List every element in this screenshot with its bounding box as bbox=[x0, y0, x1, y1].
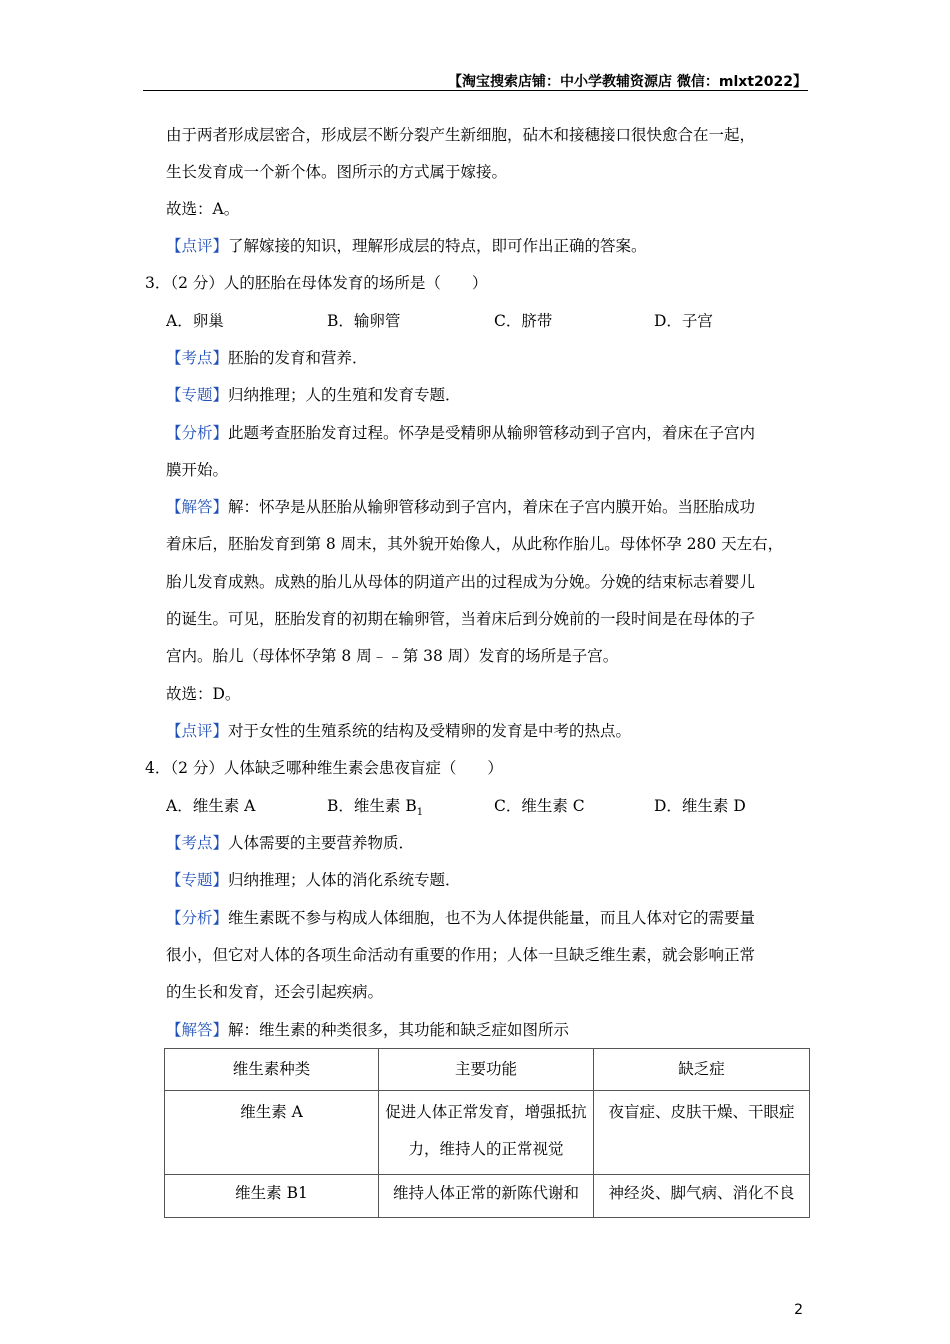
paragraph-line: 的诞生。可见，胚胎发育的初期在输卵管，当着床后到分娩前的一段时间是在母体的子 bbox=[166, 610, 756, 628]
question-3-stem: 3．（2 分）人的胚胎在母体发育的场所是（ ） bbox=[145, 274, 488, 292]
q4-option-b-subscript: 1 bbox=[416, 807, 424, 819]
paragraph-line: 很小，但它对人体的各项生命活动有重要的作用；人体一旦缺乏维生素，就会影响正常 bbox=[166, 946, 756, 964]
paragraph-line: 胎儿发育成熟。成熟的胎儿从母体的阴道产出的过程成为分娩。分娩的结束标志着婴儿 bbox=[166, 573, 756, 591]
q4-option-d: D．维生素 D bbox=[654, 797, 746, 815]
q4-option-c: C．维生素 C bbox=[494, 797, 585, 815]
vitamin-table bbox=[164, 1048, 810, 1218]
jieda-tag: 【解答】 bbox=[166, 498, 229, 516]
q3-option-b: B．输卵管 bbox=[327, 312, 401, 330]
q3-review bbox=[166, 721, 631, 741]
q4-kaodian bbox=[166, 833, 414, 853]
table-header-cell: 维生素种类 bbox=[165, 1049, 379, 1091]
zhuanti-text: 归纳推理；人的生殖和发育专题． bbox=[228, 386, 461, 404]
paragraph-line: 的生长和发育，还会引起疾病。 bbox=[166, 983, 384, 1001]
page-header: 【淘宝搜索店铺：中小学教辅资源店 微信：mlxt2022】 bbox=[448, 74, 807, 90]
q4-option-b-label: B．维生素 B bbox=[327, 797, 417, 815]
zhuanti-tag: 【专题】 bbox=[166, 871, 229, 889]
cell-line: 力，维持人的正常视觉 bbox=[408, 1140, 564, 1158]
page-number: 2 bbox=[794, 1302, 803, 1318]
fenxi-tag: 【分析】 bbox=[166, 424, 229, 442]
table-cell: 维生素 B1 bbox=[165, 1175, 379, 1218]
q4-zhuanti bbox=[166, 870, 461, 890]
q3-option-c: C．脐带 bbox=[494, 312, 553, 330]
table-cell: 神经炎、脚气病、消化不良 bbox=[594, 1175, 810, 1218]
q4-jieda bbox=[166, 1020, 569, 1040]
table-header-cell: 缺乏症 bbox=[594, 1049, 810, 1091]
fenxi-text: 此题考查胚胎发育过程。怀孕是受精卵从输卵管移动到子宫内，着床在子宫内 bbox=[228, 424, 756, 442]
paragraph-line: 生长发育成一个新个体。图所示的方式属于嫁接。 bbox=[166, 163, 508, 181]
zhuanti-text: 归纳推理；人体的消化系统专题． bbox=[228, 871, 461, 889]
q3-option-a: A．卵巢 bbox=[166, 312, 224, 330]
answer-choice: 故选：A。 bbox=[166, 200, 240, 218]
kaodian-tag: 【考点】 bbox=[166, 349, 229, 367]
review-text: 了解嫁接的知识，理解形成层的特点，即可作出正确的答案。 bbox=[228, 237, 647, 255]
header-divider bbox=[143, 90, 808, 91]
table-header-row bbox=[165, 1049, 810, 1091]
fenxi-tag: 【分析】 bbox=[166, 909, 229, 927]
q3-kaodian bbox=[166, 348, 368, 368]
table-header-cell: 主要功能 bbox=[379, 1049, 594, 1091]
table-cell: 维持人体正常的新陈代谢和 bbox=[379, 1175, 594, 1218]
table-cell: 夜盲症、皮肤干燥、干眼症 bbox=[594, 1091, 810, 1175]
cell-line: 促进人体正常发育，增强抵抗 bbox=[385, 1103, 587, 1121]
table-row bbox=[165, 1175, 810, 1218]
kaodian-text: 人体需要的主要营养物质． bbox=[228, 834, 415, 852]
q3-zhuanti bbox=[166, 385, 461, 405]
table-cell bbox=[379, 1091, 594, 1175]
paragraph-line: 膜开始。 bbox=[166, 461, 229, 479]
table-row bbox=[165, 1091, 810, 1175]
table-cell: 维生素 A bbox=[165, 1091, 379, 1175]
paragraph-line: 由于两者形成层密合，形成层不断分裂产生新细胞，砧木和接穗接口很快愈合在一起， bbox=[166, 126, 756, 144]
zhuanti-tag: 【专题】 bbox=[166, 386, 229, 404]
q4-option-b bbox=[327, 796, 423, 823]
fenxi-text: 维生素既不参与构成人体细胞，也不为人体提供能量，而且人体对它的需要量 bbox=[228, 909, 756, 927]
q4-option-a: A．维生素 A bbox=[166, 797, 256, 815]
review-line bbox=[166, 236, 647, 256]
review-tag: 【点评】 bbox=[166, 722, 229, 740]
paragraph-line: 着床后，胚胎发育到第 8 周末，其外貌开始像人，从此称作胎儿。母体怀孕 280 天左右， bbox=[166, 535, 784, 553]
kaodian-text: 胚胎的发育和营养． bbox=[228, 349, 368, 367]
jieda-text: 解：怀孕是从胚胎从输卵管移动到子宫内，着床在子宫内膜开始。当胚胎成功 bbox=[228, 498, 756, 516]
q4-fenxi bbox=[166, 908, 755, 928]
q3-jieda bbox=[166, 497, 755, 517]
paragraph-line: 宫内。胎儿（母体怀孕第 8 周﹣﹣第 38 周）发育的场所是子宫。 bbox=[166, 647, 619, 665]
jieda-text: 解：维生素的种类很多，其功能和缺乏症如图所示 bbox=[228, 1021, 570, 1039]
review-tag: 【点评】 bbox=[166, 237, 229, 255]
kaodian-tag: 【考点】 bbox=[166, 834, 229, 852]
q3-option-d: D．子宫 bbox=[654, 312, 713, 330]
question-4-stem: 4．（2 分）人体缺乏哪种维生素会患夜盲症（ ） bbox=[145, 759, 503, 777]
answer-choice: 故选：D。 bbox=[166, 685, 241, 703]
jieda-tag: 【解答】 bbox=[166, 1021, 229, 1039]
review-text: 对于女性的生殖系统的结构及受精卵的发育是中考的热点。 bbox=[228, 722, 632, 740]
q3-fenxi bbox=[166, 423, 755, 443]
